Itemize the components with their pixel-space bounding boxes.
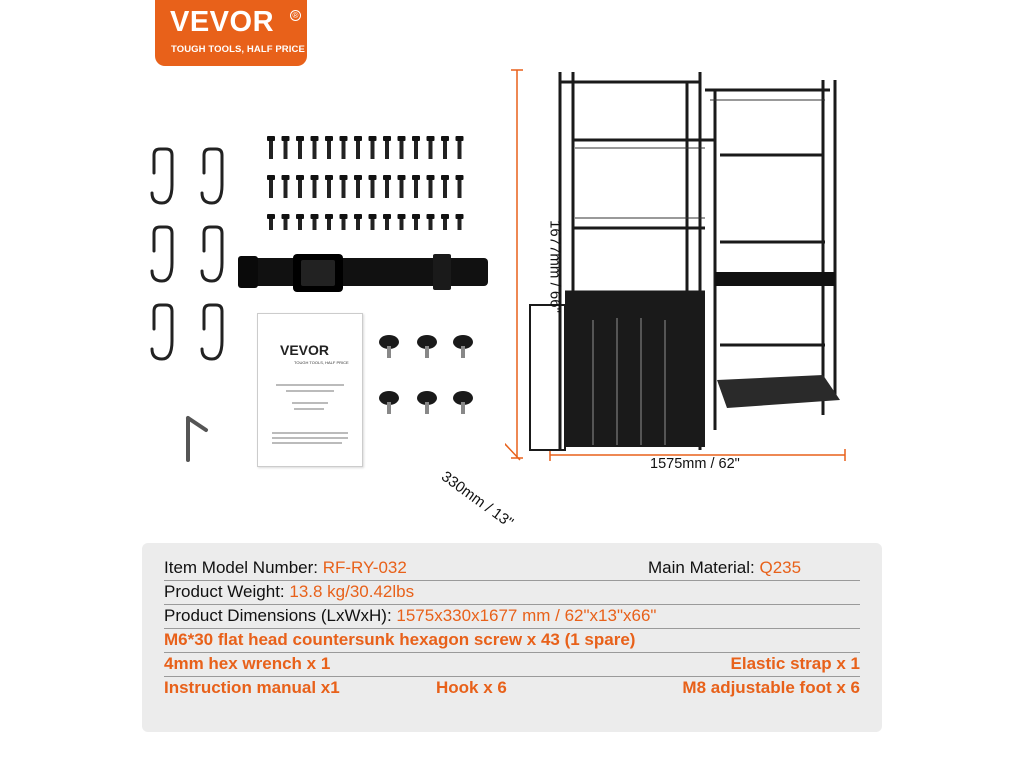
depth-dimension-label: 330mm / 13" xyxy=(438,468,517,532)
material-label: Main Material: xyxy=(648,558,760,577)
screw-icon xyxy=(282,214,290,230)
screw-icon xyxy=(441,214,449,230)
registered-mark: ® xyxy=(290,10,301,21)
foot-icon xyxy=(379,335,473,414)
screw-icon xyxy=(354,136,362,159)
wrench-text: 4mm hex wrench x 1 xyxy=(164,654,331,673)
screw-icon xyxy=(441,175,449,198)
screw-icon xyxy=(311,175,319,198)
screw-icon xyxy=(369,175,377,198)
screw-icon xyxy=(398,175,406,198)
model-value: RF-RY-032 xyxy=(322,558,407,577)
brand-logo-badge xyxy=(155,0,307,66)
width-dimension-label: 1575mm / 62" xyxy=(650,456,740,472)
hook-icon xyxy=(152,149,222,359)
screw-icon xyxy=(456,136,464,159)
screw-icon xyxy=(267,214,275,230)
weight-value: 13.8 kg/30.42lbs xyxy=(289,582,415,601)
screw-icon xyxy=(398,136,406,159)
hex-wrench-icon xyxy=(180,410,220,470)
screw-icon xyxy=(325,214,333,230)
screw-icon xyxy=(282,175,290,198)
screw-icon xyxy=(369,214,377,230)
screw-icon xyxy=(369,136,377,159)
screw-icon xyxy=(325,175,333,198)
screw-icon xyxy=(340,175,348,198)
manual-text: Instruction manual x1 xyxy=(164,678,340,697)
screw-icon xyxy=(427,136,435,159)
screw-icon xyxy=(340,136,348,159)
hook-text: Hook x 6 xyxy=(436,678,507,697)
hooks-group xyxy=(140,145,250,375)
screw-icon xyxy=(456,175,464,198)
screw-icon xyxy=(354,214,362,230)
screw-icon xyxy=(427,214,435,230)
screw-icon xyxy=(441,136,449,159)
elastic-strap-image xyxy=(238,248,498,303)
screw-icon xyxy=(383,136,391,159)
screw-icon xyxy=(296,175,304,198)
brand-tagline: TOUGH TOOLS, HALF PRICE xyxy=(171,44,305,55)
brand-name: VEVOR xyxy=(170,6,275,38)
adjustable-feet-group xyxy=(375,330,485,425)
screw-icon xyxy=(427,175,435,198)
model-label: Item Model Number: xyxy=(164,558,323,577)
dims-label: Product Dimensions (LxWxH): xyxy=(164,606,397,625)
spec-row-weight xyxy=(164,581,860,605)
material-value: Q235 xyxy=(759,558,802,577)
dims-value: 1575x330x1677 mm / 62"x13"x66" xyxy=(396,606,657,625)
instruction-manual-image xyxy=(257,313,363,467)
screw-icon xyxy=(325,136,333,159)
screw-icon xyxy=(354,175,362,198)
foot-text: M8 adjustable foot x 6 xyxy=(682,678,860,697)
screw-icon xyxy=(267,175,275,198)
height-dimension-label: 1677mm / 66" xyxy=(546,220,564,313)
screws-text: M6*30 flat head countersunk hexagon screw x 43 (1 spare) xyxy=(164,630,636,649)
screw-icon xyxy=(282,136,290,159)
screw-icon xyxy=(296,214,304,230)
manual-tagline: TOUGH TOOLS, HALF PRICE xyxy=(294,360,349,365)
screw-icon xyxy=(412,175,420,198)
screws-group xyxy=(265,130,485,230)
spec-table xyxy=(142,543,882,732)
spec-row-model xyxy=(164,557,860,581)
screw-icon xyxy=(383,214,391,230)
screw-icon xyxy=(296,136,304,159)
manual-logo: VEVOR xyxy=(280,342,330,358)
spec-row-manual-hook-foot xyxy=(164,677,860,700)
weight-label: Product Weight: xyxy=(164,582,290,601)
screw-icon xyxy=(398,214,406,230)
screw-icon xyxy=(340,214,348,230)
screw-icon xyxy=(383,175,391,198)
screw-icon xyxy=(412,214,420,230)
screw-icon xyxy=(412,136,420,159)
spec-row-screws xyxy=(164,629,860,653)
screw-icon xyxy=(456,214,464,230)
spec-row-wrench-strap xyxy=(164,653,860,677)
spec-row-dimensions xyxy=(164,605,860,629)
strap-text: Elastic strap x 1 xyxy=(730,654,860,673)
screw-icon xyxy=(311,214,319,230)
screw-icon xyxy=(311,136,319,159)
screw-icon xyxy=(267,136,275,159)
